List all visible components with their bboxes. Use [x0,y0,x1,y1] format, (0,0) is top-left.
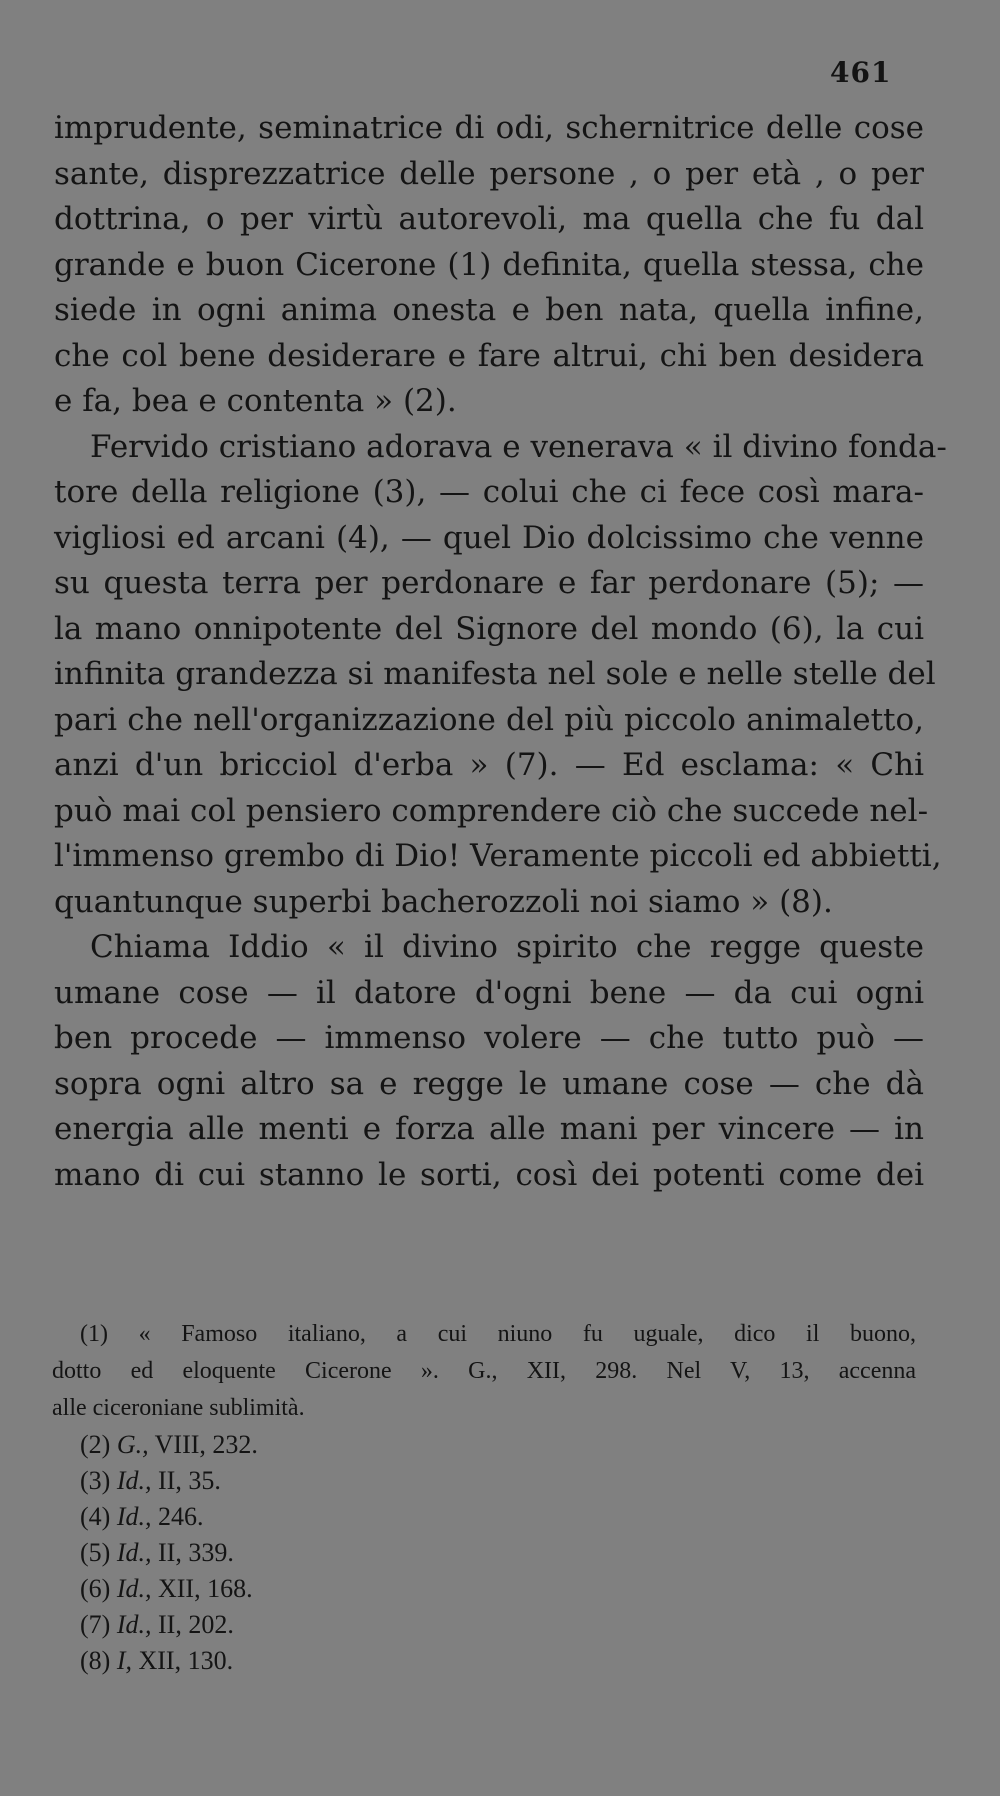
text-line: l'immenso grembo di Dio! Veramente piccoli ed abbietti, [54,838,942,874]
footnote-line: (1) « Famoso italiano, a cui niuno fu uguale, dico il buono, [80,1321,916,1347]
footnote-locator: XII, 130. [132,1646,234,1675]
text-line: energia alle menti e forza alle mani per vincere — in [54,1111,924,1147]
text-line: siede in ogni anima onesta e ben nata, quella infine, [54,292,924,328]
footnote-source: I, [116,1646,132,1675]
footnote-number: (3) [80,1466,117,1495]
footnote-reference [52,1643,916,1679]
text-line: Fervido cristiano adorava e venerava « il divino fonda- [90,428,947,465]
footnote-locator: II, 339. [151,1538,234,1567]
footnote-locator: XII, 168. [151,1574,253,1603]
footnote-reference [52,1499,916,1535]
text-line: infinita grandezza si manifesta nel sole e nelle stelle del [54,656,936,692]
text-line: sopra ogni altro sa e regge le umane cose — che dà [54,1065,924,1102]
text-line: ben procede — immenso volere — che tutto può — [54,1020,924,1056]
text-line: la mano onnipotente del Signore del mondo (6), la cui [54,610,924,647]
text-line: anzi d'un bricciol d'erba » (7). — Ed esclama: « Chi [54,747,924,783]
text-line: imprudente, seminatrice di odi, schernitrice delle cose [54,110,924,146]
footnote-reference [52,1607,916,1643]
footnote-source: Id., [116,1466,152,1495]
footnote-reference [52,1427,916,1463]
footnote-source: Id., [116,1574,152,1603]
footnote-number: (2) [80,1430,117,1459]
footnotes [52,1316,916,1679]
footnote-locator: II, 35. [151,1466,221,1495]
text-line: quantunque superbi bacherozzoli noi siamo » (8). [54,883,833,920]
footnote-line: alle ciceroniane sublimità. [52,1395,305,1421]
footnote-source: Id., [116,1538,152,1567]
text-line: che col bene desiderare e fare altrui, chi ben desidera [54,337,924,374]
footnote-number: (5) [80,1538,117,1567]
text-line: sante, disprezzatrice delle persone , o per età , o per [54,155,924,192]
text-line: può mai col pensiero comprendere ciò che succede nel- [54,792,929,829]
footnote-number: (4) [80,1502,117,1531]
text-line: dottrina, o per virtù autorevoli, ma quella che fu dal [54,201,924,237]
footnote-line: dotto ed eloquente Cicerone ». G., XII, 298. Nel V, 13, accenna [52,1358,916,1384]
footnote-number: (8) [80,1646,117,1675]
text-line: su questa terra per perdonare e far perdonare (5); — [54,565,924,601]
footnote-source: Id., [116,1502,152,1531]
footnote-locator: 246. [151,1502,204,1531]
text-line: Chiama Iddio « il divino spirito che regge queste [90,929,924,965]
footnote-source: G., [116,1430,149,1459]
text-line: umane cose — il datore d'ogni bene — da cui ogni [54,974,924,1011]
footnote-locator: VIII, 232. [148,1430,258,1459]
footnote-reference [52,1463,916,1499]
text-line: mano di cui stanno le sorti, così dei potenti come dei [54,1156,924,1193]
text-line: pari che nell'organizzazione del più piccolo animaletto, [54,701,924,738]
footnote-reference [52,1571,916,1607]
text-line: grande e buon Cicerone (1) definita, quella stessa, che [54,246,924,283]
footnote-number: (7) [80,1610,117,1639]
page-number: 461 [830,56,892,89]
body-text [54,106,947,1198]
footnote-reference [52,1535,916,1571]
text-line: e fa, bea e contenta » (2). [54,383,457,419]
footnote-source: Id., [116,1610,152,1639]
footnote-number: (6) [80,1574,117,1603]
text-line: tore della religione (3), — colui che ci fece così mara- [54,474,924,510]
text-line: vigliosi ed arcani (4), — quel Dio dolcissimo che venne [54,519,924,556]
footnote-locator: II, 202. [151,1610,234,1639]
